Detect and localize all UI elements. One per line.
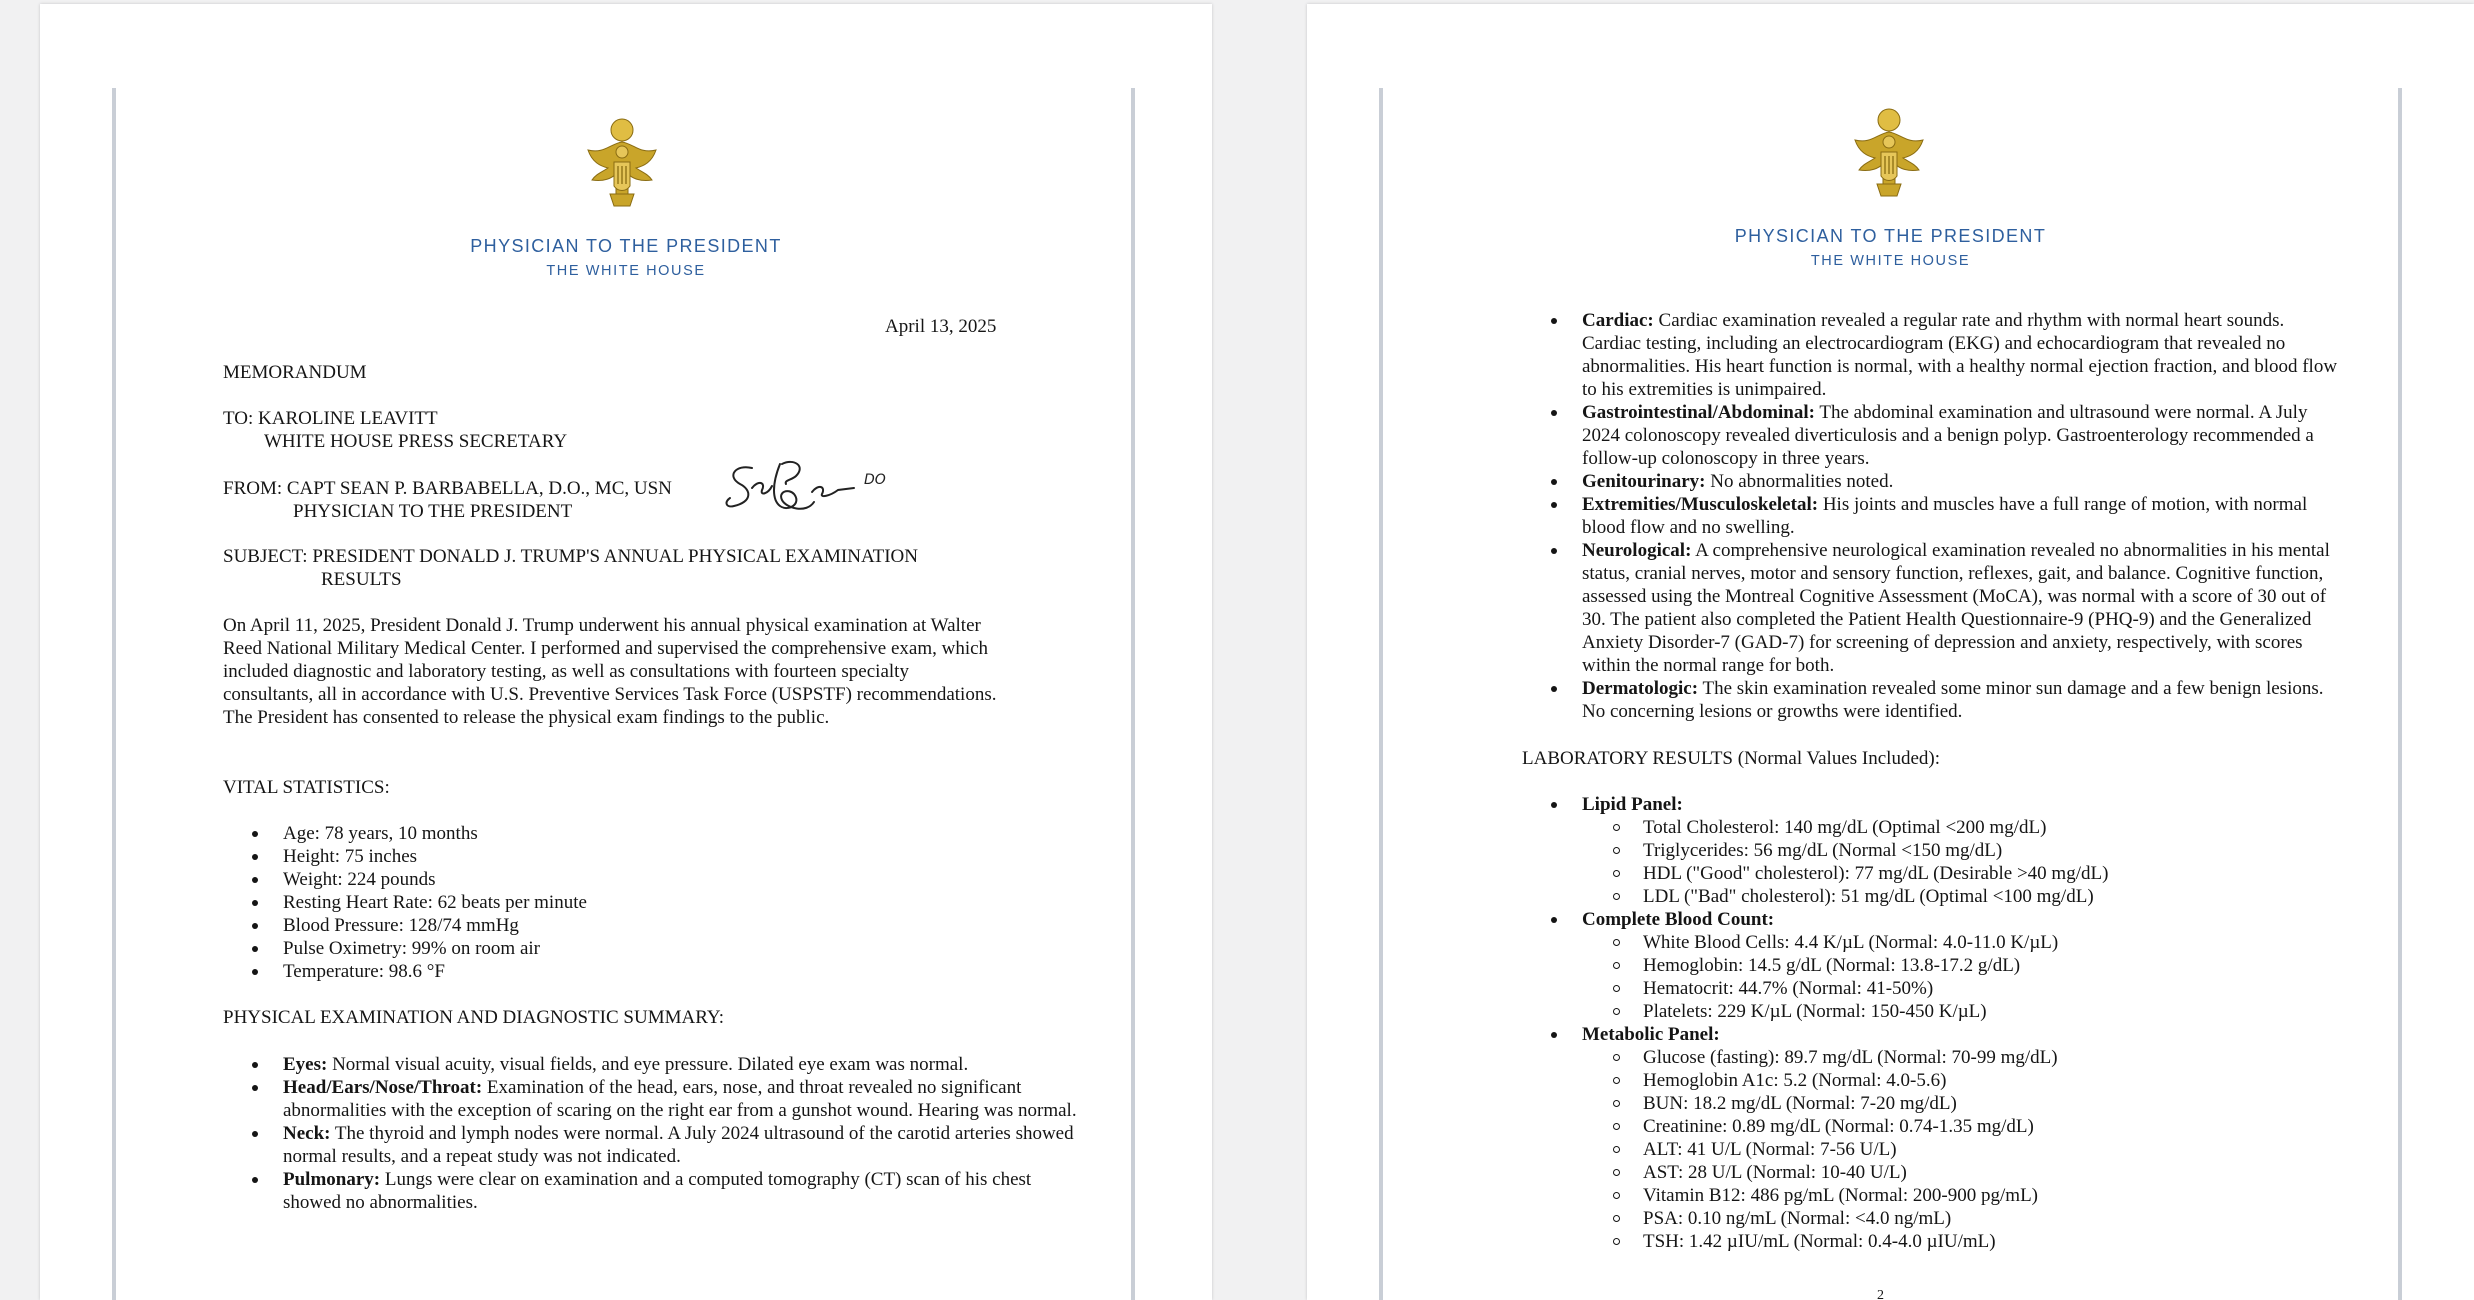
memo-page-1	[40, 4, 1212, 1300]
exam-item-text: Lungs were clear on examination and a computed tomography (CT) scan of his chest showed no abnormalities.	[283, 1169, 1032, 1213]
memo-subject-cont: RESULTS	[321, 569, 402, 590]
lab-results-list	[1522, 793, 2342, 1253]
exam-item	[283, 1076, 1083, 1122]
vital-item: Age: 78 years, 10 months	[283, 822, 1043, 845]
exam-item-label: Neck:	[283, 1123, 331, 1144]
exam-item-label: Cardiac:	[1582, 310, 1654, 331]
lab-sublist	[1582, 931, 2342, 1023]
exam-item-label: Dermatologic:	[1582, 678, 1699, 699]
memo-label: MEMORANDUM	[223, 362, 367, 383]
exam-item-text: The skin examination revealed some minor sun damage and a few benign lesions. No concerning lesions or growths were identified.	[1582, 678, 2324, 722]
letterhead-title: PHYSICIAN TO THE PRESIDENT	[1734, 226, 2047, 246]
exam-heading: PHYSICAL EXAMINATION AND DIAGNOSTIC SUMMARY:	[223, 1007, 725, 1028]
exam-item	[1582, 493, 2342, 539]
lab-item: Hemoglobin A1c: 5.2 (Normal: 4.0-5.6)	[1643, 1069, 2342, 1092]
lab-group	[1582, 908, 2342, 1023]
exam-item	[1582, 309, 2342, 401]
exam-item-label: Head/Ears/Nose/Throat:	[283, 1077, 483, 1098]
memo-from: FROM: CAPT SEAN P. BARBABELLA, D.O., MC, USN	[223, 478, 672, 499]
letterhead-subtitle: THE WHITE HOUSE	[1810, 253, 1971, 269]
lab-item: Triglycerides: 56 mg/dL (Normal <150 mg/dL)	[1643, 839, 2342, 862]
exam-item	[1582, 401, 2342, 470]
vital-item: Weight: 224 pounds	[283, 868, 1043, 891]
exam-item	[1582, 470, 2342, 493]
exam-item	[283, 1053, 1083, 1076]
lab-item: Creatinine: 0.89 mg/dL (Normal: 0.74-1.35 mg/dL)	[1643, 1115, 2342, 1138]
exam-item	[283, 1168, 1083, 1214]
exam-item-label: Neurological:	[1582, 540, 1692, 561]
vital-item: Pulse Oximetry: 99% on room air	[283, 937, 1043, 960]
lab-item: BUN: 18.2 mg/dL (Normal: 7-20 mg/dL)	[1643, 1092, 2342, 1115]
lab-group-label: Lipid Panel:	[1582, 794, 1683, 815]
lab-item: Total Cholesterol: 140 mg/dL (Optimal <200 mg/dL)	[1643, 816, 2342, 839]
scan-edge-left	[1379, 88, 1383, 1300]
vital-item: Resting Heart Rate: 62 beats per minute	[283, 891, 1043, 914]
exam-item-label: Extremities/Musculoskeletal:	[1582, 494, 1819, 515]
letterhead	[40, 236, 1212, 279]
exam-item-text: His joints and muscles have a full range of motion, with normal blood flow and no swelling.	[1582, 494, 2308, 538]
scan-edge-right	[2398, 88, 2402, 1300]
vital-item: Temperature: 98.6 °F	[283, 960, 1043, 983]
exam-item-text: Cardiac examination revealed a regular rate and rhythm with normal heart sounds. Cardiac testing, including an electrocardiogram (EKG) and echocardiogram that revealed no abnormalities. His heart function is normal, with a healthy normal ejection fraction, and blood flow to his extremities is unimpaired.	[1582, 310, 2338, 400]
lab-item: ALT: 41 U/L (Normal: 7-56 U/L)	[1643, 1138, 2342, 1161]
lab-item: Platelets: 229 K/µL (Normal: 150-450 K/µL)	[1643, 1000, 2342, 1023]
signature-suffix: DO	[864, 472, 886, 488]
exam-item	[1582, 539, 2342, 677]
exam-item-text: No abnormalities noted.	[1705, 471, 1894, 492]
letterhead	[1307, 226, 2474, 269]
exam-list	[223, 1053, 1083, 1214]
memo-to-title: WHITE HOUSE PRESS SECRETARY	[264, 431, 568, 452]
lab-heading: LABORATORY RESULTS (Normal Values Included):	[1522, 748, 1940, 769]
vitals-heading: VITAL STATISTICS:	[223, 777, 390, 798]
lab-item: Glucose (fasting): 89.7 mg/dL (Normal: 70-99 mg/dL)	[1643, 1046, 2342, 1069]
exam-item	[1582, 677, 2342, 723]
exam-item-label: Gastrointestinal/Abdominal:	[1582, 402, 1815, 423]
memo-date: April 13, 2025	[885, 316, 997, 337]
letterhead-title: PHYSICIAN TO THE PRESIDENT	[470, 236, 782, 256]
memo-to: TO: KAROLINE LEAVITT	[223, 408, 438, 429]
lab-item: PSA: 0.10 ng/mL (Normal: <4.0 ng/mL)	[1643, 1207, 2342, 1230]
vital-item: Blood Pressure: 128/74 mmHg	[283, 914, 1043, 937]
exam-item-text: The abdominal examination and ultrasound were normal. A July 2024 colonoscopy revealed diverticulosis and a benign polyp. Gastroenterology recommended a follow-up colonoscopy in three years.	[1582, 402, 2314, 469]
lab-group-label: Complete Blood Count:	[1582, 909, 1775, 930]
exam-item-label: Genitourinary:	[1582, 471, 1706, 492]
lab-sublist	[1582, 816, 2342, 908]
lab-item: Hemoglobin: 14.5 g/dL (Normal: 13.8-17.2 g/dL)	[1643, 954, 2342, 977]
exam-item	[283, 1122, 1083, 1168]
page-number: 2	[1877, 1288, 1884, 1300]
exam-item-label: Eyes:	[283, 1054, 328, 1075]
exam-item-text: The thyroid and lymph nodes were normal. A July 2024 ultrasound of the carotid arteries showed normal results, and a repeat study was not indicated.	[283, 1123, 1074, 1167]
lab-item: Hematocrit: 44.7% (Normal: 41-50%)	[1643, 977, 2342, 1000]
lab-item: White Blood Cells: 4.4 K/µL (Normal: 4.0-11.0 K/µL)	[1643, 931, 2342, 954]
exam-item-text: A comprehensive neurological examination revealed no abnormalities in his mental status, cranial nerves, motor and sensory function, reflexes, gait, and balance. Cognitive function, assessed using the Montreal Cognitive Assessment (MoCA), was normal with a score of 30 out of 30. The patient also completed the Patient Health Questionnaire-9 (PHQ-9) and the Generalized Anxiety Disorder-7 (GAD-7) for screening of depression and anxiety, respectively, with scores within the normal range for both.	[1582, 540, 2330, 676]
lab-item: Vitamin B12: 486 pg/mL (Normal: 200-900 pg/mL)	[1643, 1184, 2342, 1207]
exam-item-text: Examination of the head, ears, nose, and throat revealed no significant abnormalities with the exception of scaring on the right ear from a gunshot wound. Hearing was normal.	[283, 1077, 1077, 1121]
intro-paragraph: On April 11, 2025, President Donald J. Trump underwent his annual physical examination at Walter Reed National Military Medical Center. I performed and supervised the comprehensive exam, which included diagnostic and laboratory testing, as well as consultations with fourteen specialty consultants, all in accordance with U.S. Preventive Services Task Force (USPSTF) recommendations. The President has consented to release the physical exam findings to the public.	[223, 615, 997, 728]
vital-item: Height: 75 inches	[283, 845, 1043, 868]
lab-group	[1582, 793, 2342, 908]
lab-item: AST: 28 U/L (Normal: 10-40 U/L)	[1643, 1161, 2342, 1184]
memo-page-2	[1307, 4, 2474, 1300]
exam-item-label: Pulmonary:	[283, 1169, 381, 1190]
presidential-seal-icon	[1847, 104, 1931, 204]
exam-item-text: Normal visual acuity, visual fields, and eye pressure. Dilated eye exam was normal.	[327, 1054, 969, 1075]
presidential-seal-icon	[580, 114, 664, 214]
lab-sublist	[1582, 1046, 2342, 1253]
lab-item: TSH: 1.42 µIU/mL (Normal: 0.4-4.0 µIU/mL)	[1643, 1230, 2342, 1253]
vitals-list	[223, 822, 1043, 983]
lab-item: LDL ("Bad" cholesterol): 51 mg/dL (Optimal <100 mg/dL)	[1643, 885, 2342, 908]
lab-group-label: Metabolic Panel:	[1582, 1024, 1720, 1045]
lab-item: HDL ("Good" cholesterol): 77 mg/dL (Desirable >40 mg/dL)	[1643, 862, 2342, 885]
lab-group	[1582, 1023, 2342, 1253]
letterhead-subtitle: THE WHITE HOUSE	[546, 263, 706, 279]
physician-signature	[722, 454, 902, 524]
exam-list-continued	[1522, 309, 2342, 723]
memo-subject: SUBJECT: PRESIDENT DONALD J. TRUMP'S ANNUAL PHYSICAL EXAMINATION	[223, 546, 918, 567]
memo-from-title: PHYSICIAN TO THE PRESIDENT	[293, 501, 573, 522]
